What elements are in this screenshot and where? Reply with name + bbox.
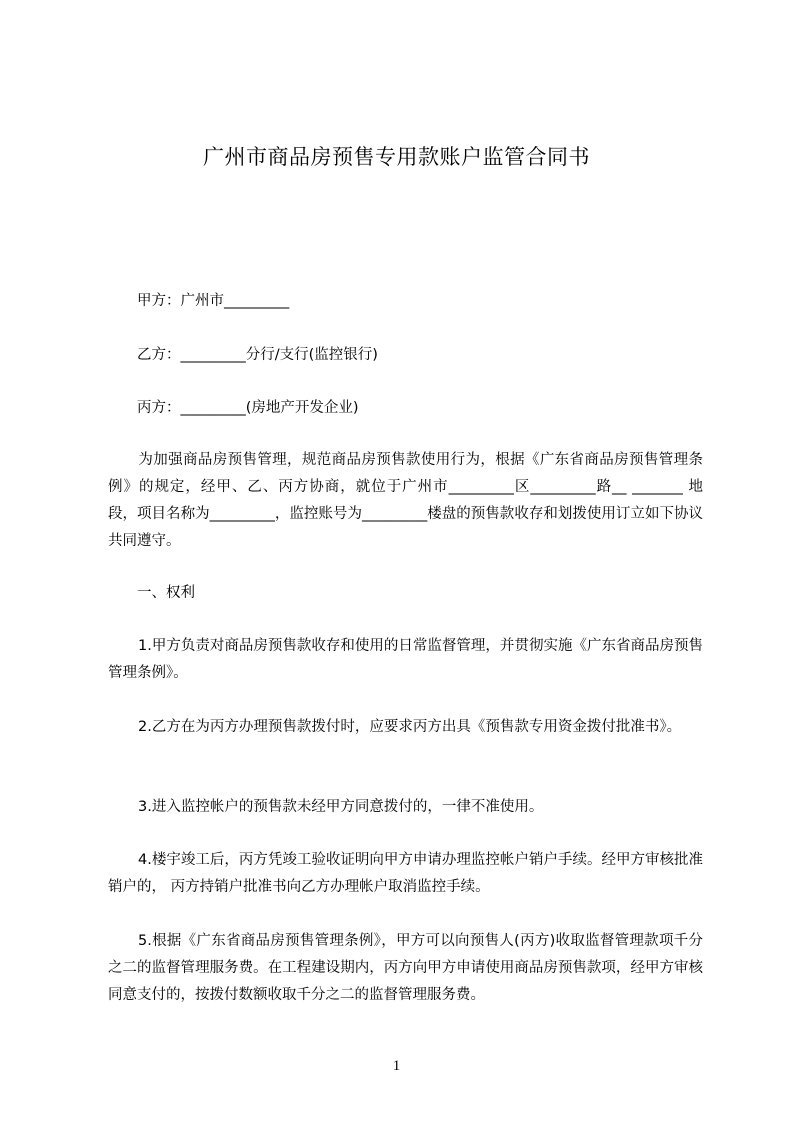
clause-text: 2.乙方在为丙方办理预售款拨付时，应要求丙方出具《预售款专用资金拨付批准书》。: [138, 719, 682, 735]
preamble-text: 为加强商品房预售管理，规范商品房预售款使用行为，根据《广东省商品房预售管理条例》的规定，经甲、乙、丙方协商，就位于广州市_________区_________路__ _______ 地段，项目名称为_________，监控账号为_________楼盘的预售款收存和划拨使用订立如下协议共同遵守。: [108, 452, 703, 549]
section-heading-rights: 一、权利: [137, 585, 195, 601]
party-a-line: 甲方：广州市_________: [137, 293, 290, 309]
party-b-line: 乙方：_________分行/支行(监控银行): [137, 347, 378, 363]
clause-3: [108, 794, 703, 821]
clause-text: 3.进入监控帐户的预售款未经甲方同意拨付的，一律不准使用。: [138, 799, 544, 815]
clause-1: [108, 633, 703, 687]
document-title: 广州市商品房预售专用款账户监管合同书: [203, 145, 590, 169]
clause-text: 4.楼宇竣工后，丙方凭竣工验收证明向甲方申请办理监控帐户销户手续。经甲方审核批准销户的， 丙方持销户批准书向乙方办理帐户取消监控手续。: [108, 852, 703, 895]
clause-text: 5.根据《广东省商品房预售管理条例》，甲方可以向预售人(丙方)收取监督管理款项千分之二的监督管理服务费。在工程建设期内，丙方向甲方申请使用商品房预售款项，经甲方审核同意支付的，按拨付数额收取千分之二的监督管理服务费。: [108, 933, 703, 1003]
page-number: 1: [392, 1058, 401, 1074]
clause-4: [108, 847, 703, 901]
clause-text: 1.甲方负责对商品房预售款收存和使用的日常监督管理，并贯彻实施《广东省商品房预售管理条例》。: [108, 638, 703, 681]
clause-5: [108, 928, 703, 1009]
clause-2: [108, 714, 703, 741]
preamble-paragraph: [108, 447, 703, 555]
party-c-line: 丙方：_________(房地产开发企业): [137, 400, 359, 416]
